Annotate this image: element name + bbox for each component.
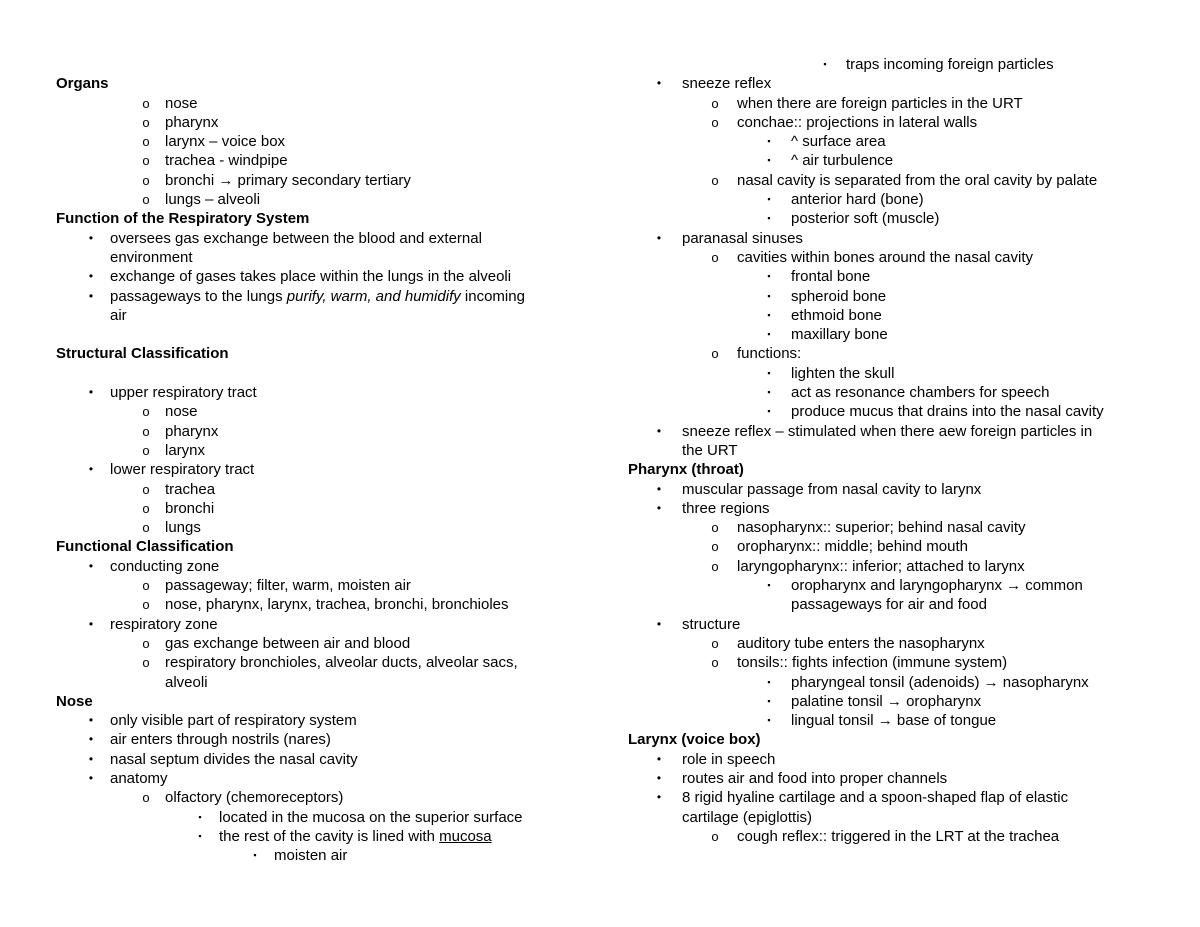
list-item: • routes air and food into proper channels <box>656 769 948 787</box>
list-item: o trachea - windpipe <box>142 152 288 170</box>
list-item: • sneeze reflex – stimulated when there aew foreign particles in <box>656 422 1093 440</box>
structural-heading: Structural Classification <box>56 345 229 363</box>
right-column <box>628 55 1168 846</box>
list-item: o nose <box>142 403 198 421</box>
list-item: ▪ pharyngeal tonsil (adenoids) → nasopharynx <box>767 673 1089 691</box>
list-item: • air enters through nostrils (nares) <box>88 731 331 749</box>
list-item-cont: passageways for air and food <box>791 596 987 614</box>
list-item: o tonsils:: fights infection (immune system) <box>711 654 1008 672</box>
function-heading: Function of the Respiratory System <box>56 210 310 228</box>
list-item: ▪ oropharynx and laryngopharynx → common <box>767 577 1083 595</box>
list-item: o pharynx <box>142 113 219 131</box>
list-item: ▪ lingual tonsil → base of tongue <box>767 712 997 730</box>
functional-heading: Functional Classification <box>56 538 234 556</box>
list-item: ▪ lighten the skull <box>767 364 895 382</box>
list-item: o nose, pharynx, larynx, trachea, bronchi, bronchioles <box>142 596 509 614</box>
list-item: ▪ frontal bone <box>767 268 871 286</box>
list-item: ▪ spheroid bone <box>767 287 887 305</box>
list-item-cont: air <box>110 306 127 324</box>
list-item: o gas exchange between air and blood <box>142 634 411 652</box>
list-item: o nasopharynx:: superior; behind nasal cavity <box>711 519 1026 537</box>
nose-heading: Nose <box>56 692 93 710</box>
list-item: o bronchi <box>142 499 215 517</box>
list-item: o cavities within bones around the nasal cavity <box>711 248 1034 266</box>
list-item: o lungs – alveoli <box>142 191 261 209</box>
larynx-heading: Larynx (voice box) <box>628 731 761 749</box>
list-item: ▪ located in the mucosa on the superior surface <box>198 808 523 826</box>
list-item: ▪ produce mucus that drains into the nasal cavity <box>767 403 1104 421</box>
list-item-cont: cartilage (epiglottis) <box>682 808 813 826</box>
list-item: o conchae:: projections in lateral walls <box>711 113 978 131</box>
list-item: • exchange of gases takes place within the lungs in the alveoli <box>88 268 512 286</box>
list-item: ▪ posterior soft (muscle) <box>767 210 940 228</box>
list-item: o respiratory bronchioles, alveolar ducts, alveolar sacs, <box>142 654 518 672</box>
list-item: o functions: <box>711 345 802 363</box>
list-item: • upper respiratory tract <box>88 384 257 402</box>
list-item: • sneeze reflex <box>656 75 772 93</box>
list-item: • respiratory zone <box>88 615 218 633</box>
list-item: ▪ anterior hard (bone) <box>767 191 924 209</box>
list-item: • muscular passage from nasal cavity to larynx <box>656 480 982 498</box>
list-item: o bronchi → primary secondary tertiary <box>142 171 411 189</box>
list-item: o lungs <box>142 519 201 537</box>
list-item: • conducting zone <box>88 557 220 575</box>
list-item: • passageways to the lungs purify, warm, and humidify incoming <box>88 287 525 305</box>
list-item: • anatomy <box>88 769 168 787</box>
list-item: ▪ ^ air turbulence <box>767 152 894 170</box>
list-item-cont: the URT <box>682 441 738 459</box>
left-column <box>56 55 596 865</box>
list-item: o cough reflex:: triggered in the LRT at the trachea <box>711 827 1060 845</box>
list-item: o olfactory (chemoreceptors) <box>142 789 344 807</box>
list-item: • three regions <box>656 499 770 517</box>
list-item: • structure <box>656 615 741 633</box>
list-item: o passageway; filter, warm, moisten air <box>142 577 411 595</box>
list-item: o nose <box>142 94 198 112</box>
list-item: • oversees gas exchange between the blood and external <box>88 229 482 247</box>
list-item: o larynx – voice box <box>142 133 286 151</box>
list-item: • 8 rigid hyaline cartilage and a spoon-shaped flap of elastic <box>656 789 1069 807</box>
list-item: ▪ moisten air <box>253 847 348 865</box>
list-item: ▪ the rest of the cavity is lined with mucosa <box>198 827 492 845</box>
list-item: • lower respiratory tract <box>88 461 255 479</box>
list-item: • role in speech <box>656 750 776 768</box>
list-item: o when there are foreign particles in the URT <box>711 94 1023 112</box>
list-item: o oropharynx:: middle; behind mouth <box>711 538 968 556</box>
list-item-cont: alveoli <box>165 673 208 691</box>
list-item: o laryngopharynx:: inferior; attached to larynx <box>711 557 1025 575</box>
list-item: • paranasal sinuses <box>656 229 803 247</box>
list-item: ▪ traps incoming foreign particles <box>823 56 1054 73</box>
list-item: o nasal cavity is separated from the oral cavity by palate <box>711 171 1098 189</box>
list-item: ▪ palatine tonsil → oropharynx <box>767 692 982 710</box>
list-item: o auditory tube enters the nasopharynx <box>711 634 985 652</box>
list-item-cont: environment <box>110 248 193 266</box>
list-item: • nasal septum divides the nasal cavity <box>88 750 358 768</box>
pharynx-heading: Pharynx (throat) <box>628 461 744 479</box>
list-item: ▪ ethmoid bone <box>767 306 882 324</box>
list-item: ▪ ^ surface area <box>767 133 886 151</box>
list-item: • only visible part of respiratory system <box>88 712 357 730</box>
list-item: ▪ maxillary bone <box>767 326 888 344</box>
list-item: o larynx <box>142 441 206 459</box>
list-item: ▪ act as resonance chambers for speech <box>767 384 1050 402</box>
list-item: o pharynx <box>142 422 219 440</box>
organs-heading: Organs <box>56 75 109 93</box>
list-item: o trachea <box>142 480 216 498</box>
